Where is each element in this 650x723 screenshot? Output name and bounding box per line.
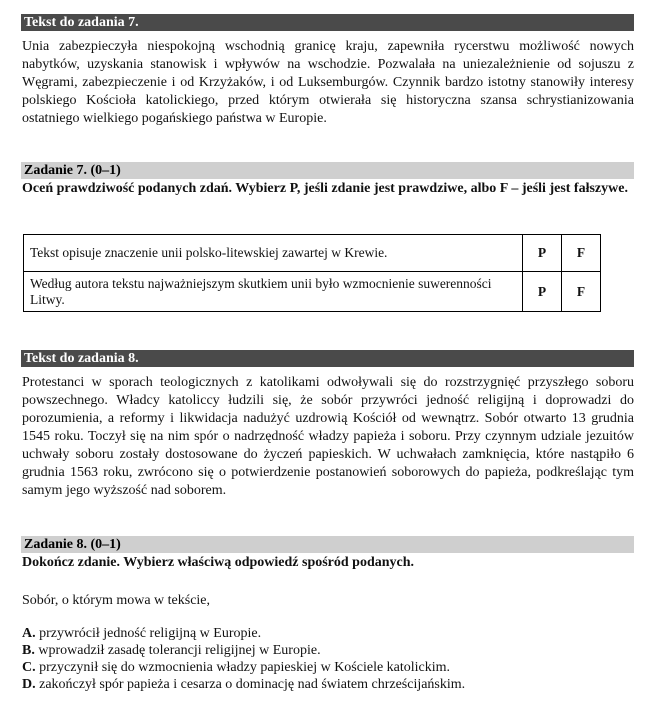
option-letter: C. [22,660,36,675]
task8-stem: Sobór, o którym mowa w tekście, [22,593,211,608]
task8-source-text: Protestanci w sporach teologicznych z katolikami odwoływali się do rozstrzygnięć przyszłego soboru powszechnego. Władcy katoliccy łudzili się, że sobór przywróci jedność religijną i doprowadzi do porozumienia, a reformy i likwidacja nadużyć uzdrowią Kościół od wewnątrz. Sobór otwarto 13 grudnia 1545 roku. Toczył się na nim spór o nadrzędność władzy papieża i soboru. Przy czynnym udziale jezuitów uchwały soboru zostały dostosowane do życzeń papieskich. W uchwałach zamknięcia, które nastąpiło 6 grudnia 1563 roku, zwrócono się o potwierdzenie postanowień soborowych do papieża, podkreślając tym samym jego wyższość nad soborem. [22,375,634,498]
task8-question-header: Zadanie 8. (0–1) [21,536,634,553]
option-text: przywrócił jedność religijną w Europie. [39,626,262,641]
task7-instruction: Oceń prawdziwość podanych zdań. Wybierz P, jeśli zdanie jest prawdziwe, albo F – jeśli jest fałszywe. [22,181,628,196]
true-false-table [23,234,601,312]
task7-source-text: Unia zabezpieczyła niespokojną wschodnią granicę kraju, zapewniła rycerstwu możliwość nowych nabytków, uzyskania stanowisk i wpływów na wschodzie. Pozwalała na uniezależnienie od sojuszu z Węgrami, zabezpieczenie i od Krzyżaków, i od Luksemburgów. Czynnik bardzo istotny stanowiły interesy polskiego Kościoła katolickiego, przed którym otwierała się historyczna szansa schrystianizowania ostatniego wielkiego pogańskiego państwa w Europie. [22,39,634,126]
answer-option-d[interactable] [22,676,465,693]
false-option[interactable]: F [562,235,601,272]
answer-option-b[interactable] [22,642,321,659]
option-letter: B. [22,643,35,658]
answer-option-a[interactable] [22,625,261,642]
option-text: wprowadził zasadę tolerancji religijnej w Europie. [38,643,321,658]
task7-text-header: Tekst do zadania 7. [21,14,634,31]
task7-question-header: Zadanie 7. (0–1) [21,162,634,179]
option-letter: A. [22,626,36,641]
statement-cell: Tekst opisuje znaczenie unii polsko-litewskiej zawartej w Krewie. [24,235,523,272]
table-row [24,272,601,312]
statement-cell: Według autora tekstu najważniejszym skutkiem unii było wzmocnienie suwerenności Litwy. [24,272,523,312]
task8-text-header: Tekst do zadania 8. [21,350,634,367]
true-option[interactable]: P [523,235,562,272]
option-letter: D. [22,677,36,692]
answer-option-c[interactable] [22,659,450,676]
false-option[interactable]: F [562,272,601,312]
table-row [24,235,601,272]
option-text: przyczynił się do wzmocnienia władzy papieskiej w Kościele katolickim. [39,660,451,675]
option-text: zakończył spór papieża i cesarza o dominację nad światem chrześcijańskim. [39,677,466,692]
true-option[interactable]: P [523,272,562,312]
task8-instruction: Dokończ zdanie. Wybierz właściwą odpowiedź spośród podanych. [22,555,415,570]
